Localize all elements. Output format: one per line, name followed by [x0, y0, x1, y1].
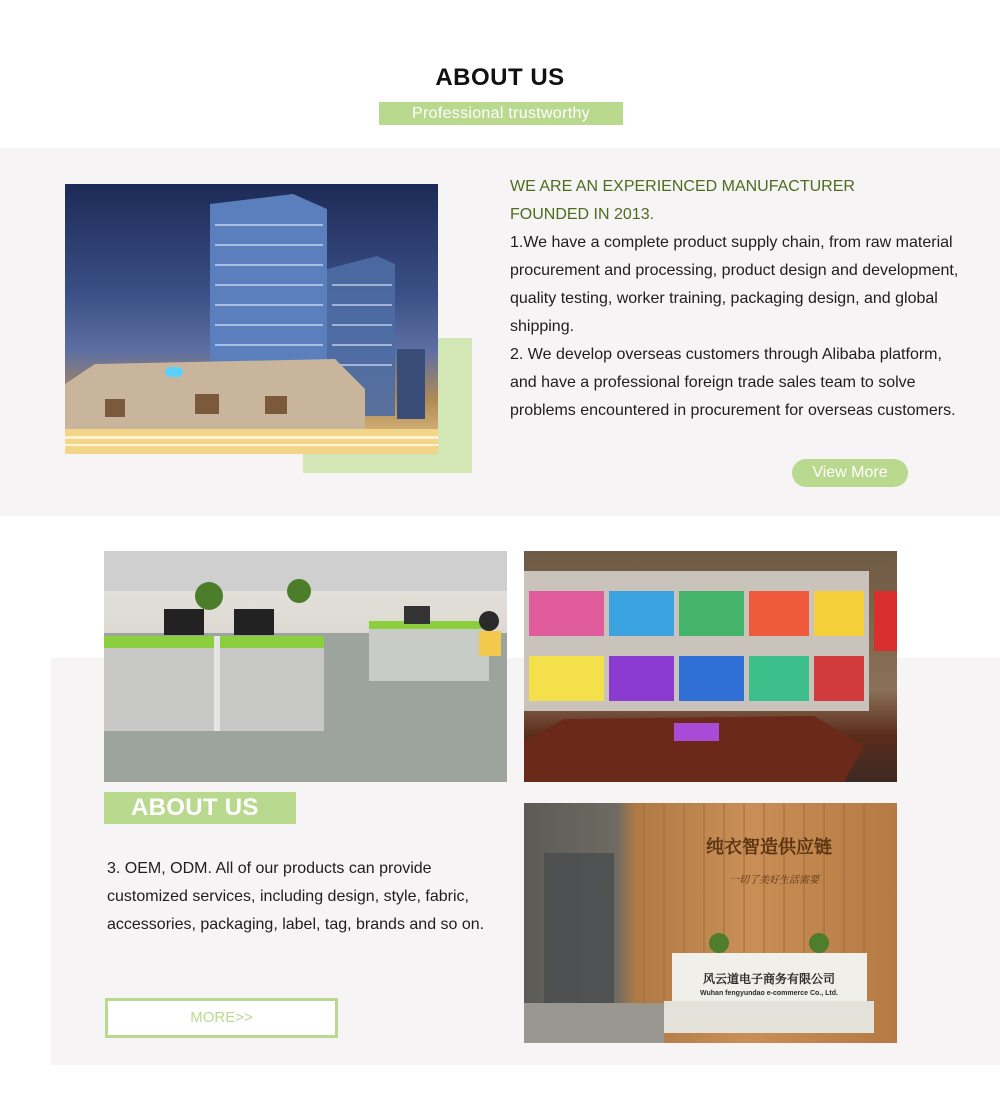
- intro-heading: [510, 173, 950, 229]
- intro-body: [510, 229, 960, 425]
- intro-heading-line2: FOUNDED IN 2013.: [510, 206, 655, 223]
- reception-photo: [524, 803, 897, 1043]
- building-photo: [65, 184, 438, 454]
- desk-sign-cn: 风云道电子商务有限公司: [702, 972, 836, 986]
- about-badge: ABOUT US: [104, 792, 296, 824]
- intro-paragraph-2: 2. We develop overseas customers through Alibaba platform, and have a professional foreign trade sales team to solve problems encountered in procurement for overseas customers.: [510, 346, 956, 419]
- page-title: ABOUT US: [435, 64, 565, 91]
- oem-odm-text: 3. OEM, ODM. All of our products can provide customized services, including design, style, fabric, accessories, packaging, label, tag, brands and so on.: [107, 860, 485, 933]
- page-subtitle: Professional trustworthy: [379, 102, 623, 125]
- showroom-illustration: [524, 551, 897, 782]
- view-more-button[interactable]: View More: [792, 459, 908, 487]
- more-button[interactable]: MORE>>: [105, 998, 338, 1038]
- office-photo: [104, 551, 507, 782]
- building-illustration: [65, 184, 438, 454]
- office-illustration: [104, 551, 507, 782]
- wall-sign-text: 纯衣智造供应链: [706, 837, 832, 858]
- showroom-photo: [524, 551, 897, 782]
- reception-illustration: [524, 803, 897, 1043]
- intro-paragraph-1: 1.We have a complete product supply chain, from raw material procurement and processing, product design and development, quality testing, worker training, packaging design, and global shipping.: [510, 234, 959, 335]
- wall-slogan-text: 一切了美好生活需要: [729, 875, 819, 886]
- desk-sign-en: Wuhan fengyundao e-commerce Co., Ltd.: [700, 990, 838, 997]
- intro-heading-line1: WE ARE AN EXPERIENCED MANUFACTURER: [510, 178, 855, 195]
